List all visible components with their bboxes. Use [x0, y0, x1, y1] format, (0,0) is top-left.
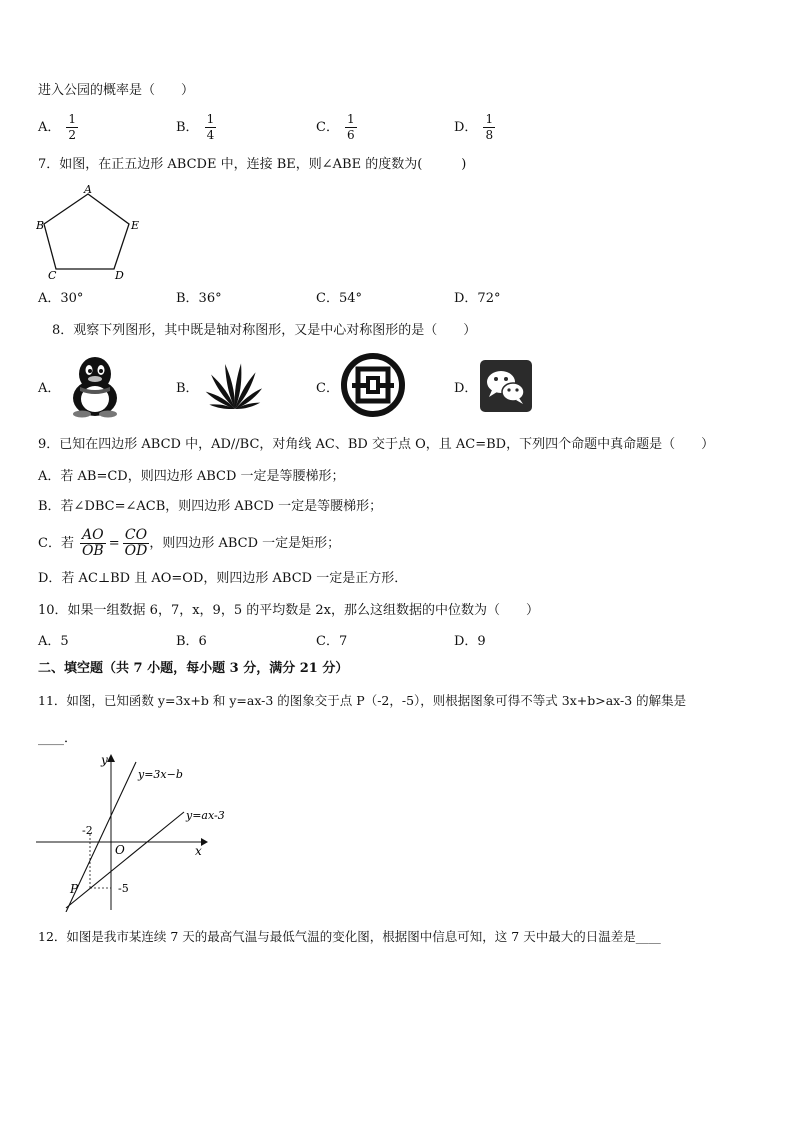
- denominator: 6: [346, 128, 355, 142]
- q10-option-b: B．6: [176, 634, 207, 649]
- bank-logo-icon: [340, 352, 406, 418]
- section-heading: 二、填空题（共 7 小题，每小题 3 分，满分 21 分）: [38, 661, 349, 676]
- q7-option-c: C．54°: [316, 291, 362, 306]
- pentagon-label-d: D: [115, 269, 124, 280]
- q9-stem: 9．已知在四边形 ABCD 中，AD//BC，对角线 AC、BD 交于点 O，且 AC=BD，下列四个命题中真命题是（ ）: [38, 437, 715, 452]
- q9-option-a: A．若 AB=CD，则四边形 ABCD 一定是等腰梯形；: [38, 469, 345, 484]
- q9-option-d: D．若 AC⊥BD 且 AO=OD，则四边形 ABCD 一定是正方形．: [38, 571, 408, 586]
- x-axis-label: x: [195, 844, 202, 858]
- denominator: 8: [485, 128, 494, 142]
- q7-stem: 7．如图，在正五边形 ABCDE 中，连接 BE，则∠ABE 的度数为( ): [38, 157, 467, 172]
- q12-stem: 12．如图是我市某连续 7 天的最高气温与最低气温的变化图，根据图中信息可知，这 7 天中最大的日温差是____: [38, 929, 661, 944]
- fraction-ao-ob: [80, 528, 106, 559]
- q6-option-a: [38, 112, 78, 143]
- chat-bubbles-icon: [480, 360, 532, 412]
- penguin-logo-icon: [62, 352, 128, 418]
- option-letter: A．: [38, 120, 61, 135]
- numerator: CO: [123, 528, 150, 544]
- q7-option-a: A．30°: [38, 291, 84, 306]
- q8-option-c-letter: C．: [316, 381, 339, 396]
- fraction: [345, 112, 357, 143]
- denominator: OD: [124, 543, 148, 559]
- q8-option-b-letter: B．: [176, 381, 199, 396]
- denominator: 4: [206, 128, 215, 142]
- option-text: ，则四边形 ABCD 一定是矩形；: [149, 536, 341, 551]
- pentagon-label-e: E: [131, 219, 140, 232]
- pentagon-label-c: C: [48, 269, 57, 280]
- option-letter: C．: [316, 120, 339, 135]
- q8-stem: 8．观察下列图形，其中既是轴对称图形，又是中心对称图形的是（ ）: [52, 323, 477, 338]
- q10-option-a: A．5: [38, 634, 69, 649]
- q11-stem: 11．如图，已知函数 y=3x+b 和 y=ax-3 的图象交于点 P（-2，-5），则根据图象可得不等式 3x+b>ax-3 的解集是: [38, 693, 687, 708]
- pentagon-figure: [36, 182, 146, 280]
- q10-option-c: C．7: [316, 634, 348, 649]
- option-letter: B．: [176, 120, 199, 135]
- q9-option-b: B．若∠DBC=∠ACB，则四边形 ABCD 一定是等腰梯形；: [38, 499, 383, 514]
- fraction: [66, 112, 78, 143]
- numerator: 1: [485, 112, 494, 126]
- q8-option-d-letter: D．: [454, 381, 478, 396]
- fraction-co-od: [123, 528, 150, 559]
- neg2-tick-label: -2: [82, 824, 93, 837]
- line2-label: y=ax-3: [186, 809, 225, 822]
- y-axis-label: y: [101, 753, 108, 767]
- pentagon-label-b: B: [36, 219, 45, 232]
- origin-label: O: [115, 843, 125, 857]
- q10-option-d: D．9: [454, 634, 486, 649]
- pentagon-label-a: A: [84, 183, 92, 196]
- y-axis-arrow: [107, 754, 115, 762]
- fraction: [483, 112, 495, 143]
- numerator: AO: [80, 528, 106, 544]
- q6-option-b: [176, 112, 216, 143]
- q9-option-c: [38, 526, 340, 562]
- denominator: 2: [68, 128, 77, 142]
- pentagon-shape: [44, 194, 129, 269]
- q7-option-d: D．72°: [454, 291, 501, 306]
- option-text: C．若: [38, 536, 74, 551]
- denominator: OB: [81, 543, 104, 559]
- fraction: [205, 112, 217, 143]
- equals-sign: =: [108, 536, 120, 551]
- q6-option-c: [316, 112, 357, 143]
- q8-option-a-letter: A．: [38, 381, 61, 396]
- point-p-label: P: [70, 882, 79, 896]
- numerator: 1: [346, 112, 355, 126]
- flower-logo-icon: [200, 357, 270, 413]
- line1-label: y=3x−b: [138, 768, 183, 781]
- q10-stem: 10．如果一组数据 6，7，x，9，5 的平均数是 2x，那么这组数据的中位数为（ ）: [38, 603, 539, 618]
- q6-stem-tail: 进入公园的概率是（ ）: [38, 83, 195, 98]
- q6-option-d: [454, 112, 495, 143]
- q11-answer-blank: ____．: [38, 731, 78, 746]
- x-axis-arrow: [201, 838, 208, 846]
- q7-option-b: B．36°: [176, 291, 222, 306]
- numerator: 1: [206, 112, 215, 126]
- option-letter: D．: [454, 120, 478, 135]
- q11-graph: [36, 752, 236, 912]
- neg5-tick-label: -5: [118, 882, 129, 895]
- numerator: 1: [68, 112, 77, 126]
